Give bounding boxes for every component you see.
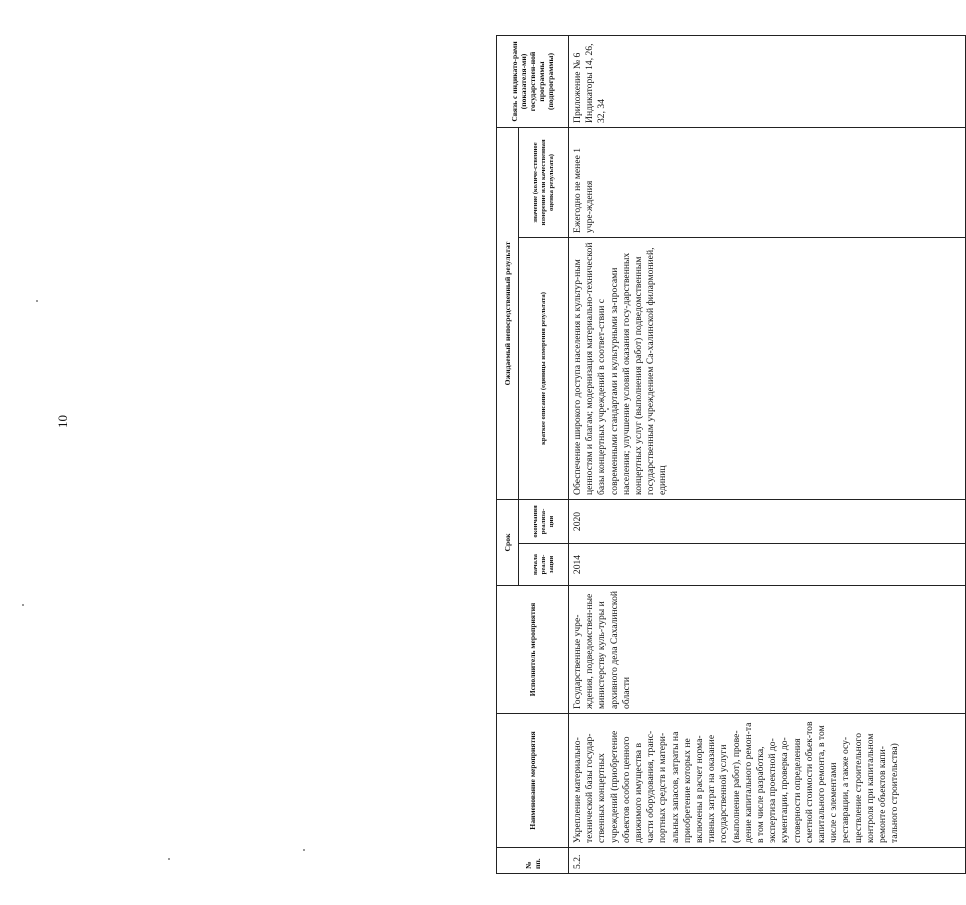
rotated-table-wrapper [496,36,966,874]
table-header-row [497,35,519,873]
header-executor: Исполнитель мероприятия [497,586,569,714]
header-term-end: окончания реализа-ции [519,499,569,543]
header-num: № пп. [497,848,569,874]
header-term-start: начала реали-зации [519,544,569,586]
row-end: 2020 [569,499,966,543]
header-result-value: значение (количе-ственное измерение или качественная оценка результата) [519,127,569,237]
header-event-name: Наименование мероприятия [497,714,569,848]
row-result-value: Ежегодно не менее 1 учре-ждения [569,127,966,237]
row-start: 2014 [569,544,966,586]
header-expected-result: Ожидаемый непосредственный результат [497,127,519,499]
row-event-name: Укрепление материально-технической базы государ-ственных концертных учреждений (приобретение объектов особого ценного движимого имущества в части оборудования, транс-портных средств и матери-альных запасов, затраты на приобретение которых не включены в расчет норма-тивных затрат на оказание государственной услуги (выполнение работ), прове-дение капитального ремон-та в том числе разработка, экспертиза проектной до-кументации, проверка до-стоверности определения сметной стоимости объек-тов капитального ремонта, в том числе с элементами реставрации, а также осу-ществление строительного контроля при капитальном ремонте объектов капи-тального строительства) [569,714,966,848]
scan-speck [303,849,305,851]
row-link: Приложение № 6 Индикаторы 14, 26, 32, 34 [569,35,966,127]
row-executor: Государственные учре-ждения, подведомствен-ные министерству куль-туры и архивного дела Сахалинской области [569,586,966,714]
page-number: 10 [55,415,70,428]
header-link: Связь с индикато-рами (показателя-ми) государствен-ной программы (подпрограммы) [497,35,569,127]
table-row [569,35,966,873]
events-table [496,35,966,874]
header-term: Срок [497,499,519,585]
row-num: 5.2. [569,848,966,874]
scan-speck [36,300,38,302]
row-result-description: Обеспечение широкого доступа населения к культур-ным ценностям и благам; модернизация материально-технической базы концертных учреждений в соответ-ствии с современными стандартами и культурными за-просами населения; улучшение условий оказания госу-дарственных концертных услуг (выполнения работ) подведомственным государственным учреждением Са-халинской филармонией, единиц [569,237,966,499]
scan-speck [168,858,170,860]
header-result-description: краткое описание (единицы измерения результата) [519,237,569,499]
scan-speck [22,604,24,606]
